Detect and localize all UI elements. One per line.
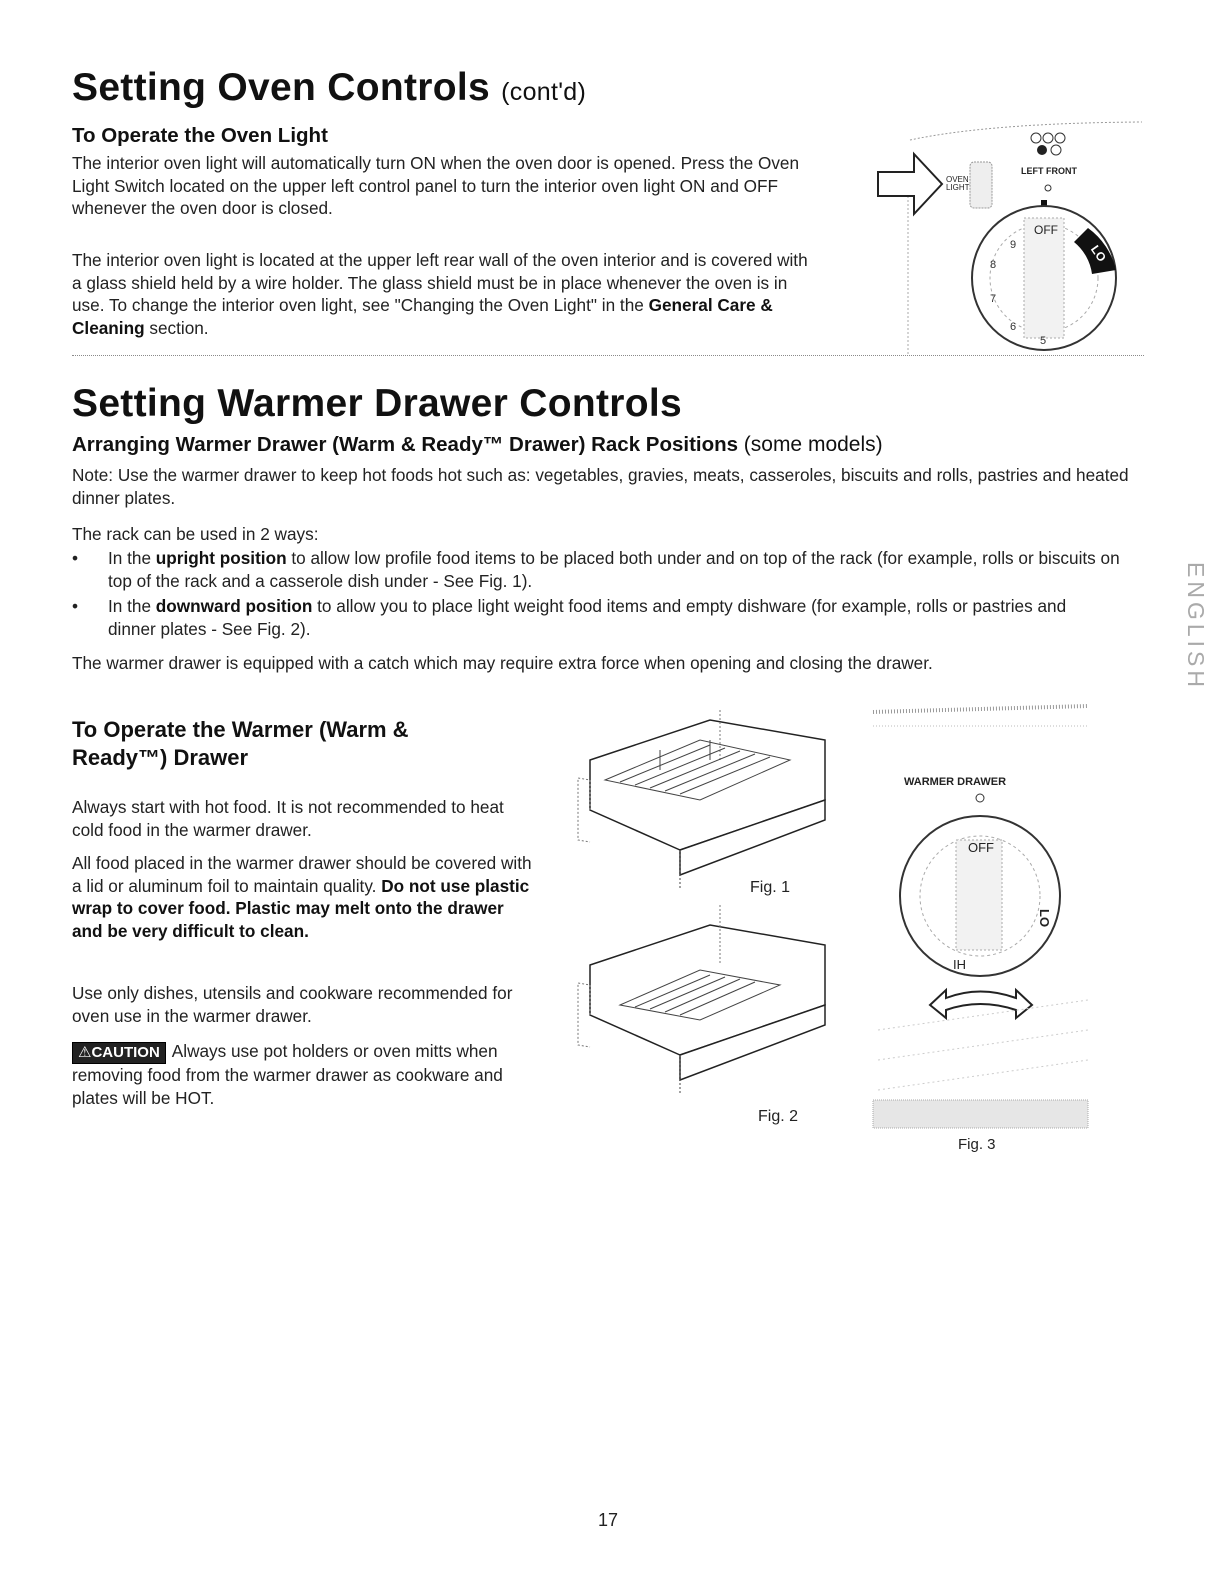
oven-light-para-2 [72,249,812,339]
caution-text: Always use pot holders or oven mitts when removing food from the warmer drawer as cookware and plates will be HOT. [72,1041,503,1108]
operate-para-2-bold: Do not use plastic wrap to cover food. Plastic may melt onto the drawer and be very difficult to clean. [72,875,530,941]
bullet1-bold: upright position [155,548,287,568]
caution-para [72,1040,532,1109]
knob-num-9: 9 [1010,239,1017,251]
oven-title-suffix: (cont'd) [501,78,587,106]
warmer-note: Note: Use the warmer drawer to keep hot foods hot such as: vegetables, gravies, meats, casseroles, biscuits and rolls, pastries and heated dinner plates. [72,465,1129,508]
operate-para-2-text: All food placed in the warmer drawer should be covered with a lid or aluminum foil to maintain quality. [72,853,532,896]
burner-label: LEFT FRONT [1021,166,1077,176]
language-side-tab: ENGLISH [1183,562,1209,691]
knob-num-5: 5 [1040,335,1047,347]
rack-bullet-2: • In the downward position to allow you to place light weight food items and empty dishware (for example, rolls or pastries and dinner plates - See Fig. 2). [72,596,1067,639]
surface-knob [972,200,1116,350]
knob-off-label: OFF [1034,223,1058,237]
operate-para-2 [72,852,532,942]
bullet2-bold: downward position [155,596,313,616]
oven-light-figure [870,118,1155,356]
burner-indicator-icon [1031,133,1065,155]
bullet2-pre: In the [108,596,156,616]
para2-text-a: The interior oven light is located at the upper left rear wall of the oven interior and is covered with a glass shield held by a wire holder. The glass shield must be in place whenever the oven is in use. To change the interior oven light, see "Changing the Oven Light" in the [72,250,808,315]
page-title-warmer-controls: Setting Warmer Drawer Controls [72,382,682,425]
page-title-oven-controls [72,66,586,110]
para2-bold: General Care & Cleaning [72,295,773,338]
arrange-heading-suffix: (some models) [743,433,883,456]
operate-para-3: Use only dishes, utensils and cookware recommended for oven use in the warmer drawer. [72,983,513,1026]
bullet1-post: to allow low profile food items to be placed both under and on top of the rack (for example, rolls or biscuits on top of the rack and a casserole dish under - See Fig. 1). [108,548,1120,591]
turn-arrow-icon [930,990,1032,1018]
oven-title: Setting Oven Controls [72,66,490,109]
figure-1-drawer-upright [560,700,850,900]
page-number: 17 [598,1510,619,1530]
para2-text-b: section. [144,317,209,338]
fig3-title: WARMER DRAWER [904,776,1007,788]
operate-heading-line-1: To Operate the Warmer (Warm & [72,717,409,742]
oven-light-para-1: The interior oven light will automatically turn ON when the oven door is opened. Press the Oven Light Switch located on the upper left control panel to turn the interior oven light ON and OFF whenever the oven door is closed. [72,153,800,218]
oven-light-heading: To Operate the Oven Light [72,124,328,147]
arrange-heading-text: Arranging Warmer Drawer (Warm & Ready™ Drawer) Rack Positions [72,433,739,456]
catch-note: The warmer drawer is equipped with a catch which may require extra force when opening and closing the drawer. [72,653,933,673]
fig3-lo: LO [1037,909,1052,928]
fig3-label: Fig. 3 [958,1136,996,1153]
warmer-knob [900,816,1060,976]
figure-3-warmer-knob [868,700,1093,1160]
rack-bullet-1: • In the upright position to allow low profile food items to be placed both under and on top of the rack (for example, rolls or biscuits on top of the rack and a casserole dish under - See Fig. 1). [72,548,1120,591]
fig3-off: OFF [968,840,994,855]
pointer-arrow-icon [878,154,942,214]
section-divider [72,355,1144,356]
fig2-label: Fig. 2 [758,1108,799,1125]
operate-para-1: Always start with hot food. It is not recommended to heat cold food in the warmer drawer. [72,797,504,840]
fig1-label: Fig. 1 [750,879,791,896]
switch-label-2: LIGHT [946,183,970,192]
switch-label-1: OVEN [946,175,969,184]
knob-lo-label: LO [1087,242,1110,265]
bullet1-pre: In the [108,548,156,568]
operate-heading-line-2: Ready™) Drawer [72,745,249,770]
fig3-hi: HI [953,957,966,972]
rack-intro: The rack can be used in 2 ways: [72,524,319,544]
knob-num-6: 6 [1010,321,1017,333]
oven-light-switch [970,162,992,208]
knob-num-8: 8 [990,259,997,271]
bullet2-post: to allow you to place light weight food items and empty dishware (for example, rolls or pastries and dinner plates - See Fig. 2). [108,596,1067,639]
arrange-heading [72,433,883,457]
knob-num-7: 7 [990,293,997,305]
caution-badge: ⚠CAUTION [72,1042,166,1064]
figure-2-drawer-downward [560,905,850,1130]
